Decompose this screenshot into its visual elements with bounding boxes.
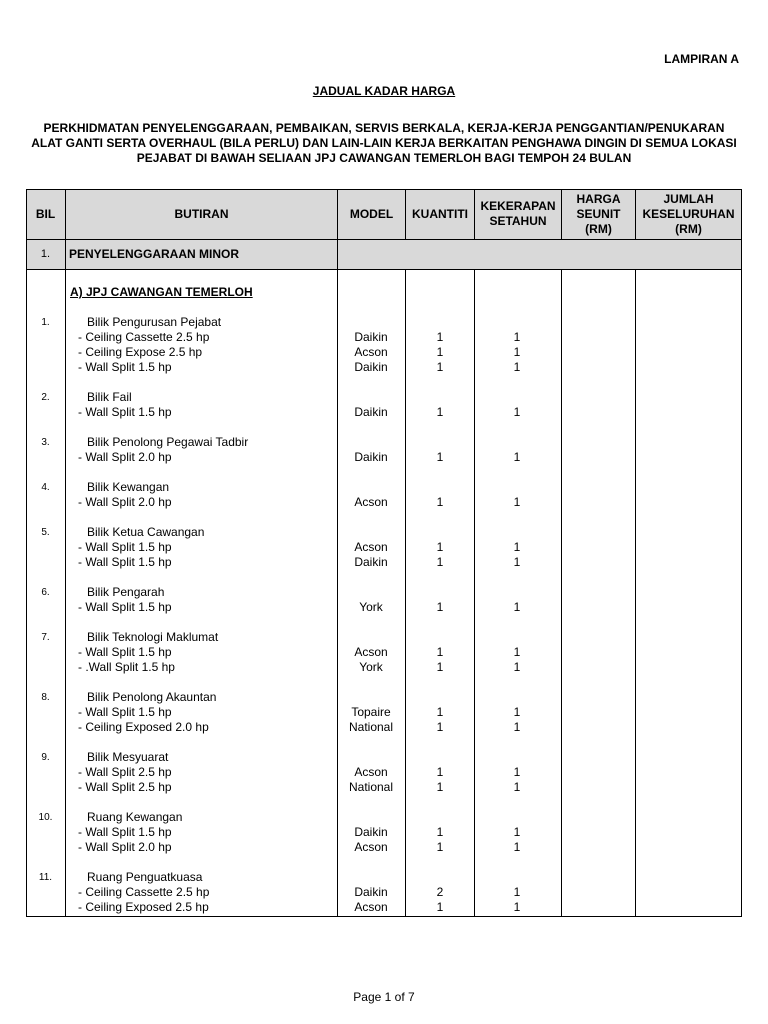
item-model: Daikin (354, 555, 388, 569)
room-number: 10. (38, 812, 53, 823)
item-quantity: 1 (436, 825, 444, 839)
column-header-model: MODEL (349, 206, 394, 221)
header-text-line: (RM) (675, 221, 702, 236)
room-name: Bilik Mesyuarat (87, 750, 169, 764)
room-heading-row (26, 390, 742, 405)
table-row (26, 600, 742, 615)
item-model: Daikin (354, 360, 388, 374)
table-row (26, 330, 742, 345)
header-text-line: SETAHUN (489, 214, 547, 228)
room-heading-row (26, 810, 742, 825)
table-row (26, 360, 742, 375)
item-model: Acson (354, 345, 388, 359)
table-row (26, 900, 742, 915)
item-description: - Ceiling Cassette 2.5 hp (78, 885, 210, 899)
item-frequency: 1 (513, 495, 521, 509)
item-model: York (359, 600, 383, 614)
table-row (26, 555, 742, 570)
item-frequency: 1 (513, 720, 521, 734)
table-row (26, 780, 742, 795)
item-description: - Wall Split 2.0 hp (78, 495, 172, 509)
column-header-bil: BIL (35, 206, 56, 221)
room-heading-row (26, 870, 742, 885)
room-number: 6. (41, 587, 50, 598)
item-model: Acson (354, 645, 388, 659)
room-number: 9. (41, 752, 50, 763)
item-frequency: 1 (513, 765, 521, 779)
document-subtitle (20, 121, 748, 166)
item-model: York (359, 660, 383, 674)
item-description: - Wall Split 2.0 hp (78, 450, 172, 464)
item-frequency: 1 (513, 600, 521, 614)
item-frequency: 1 (513, 660, 521, 674)
item-description: - Wall Split 1.5 hp (78, 825, 172, 839)
item-quantity: 1 (436, 765, 444, 779)
room-heading-row (26, 435, 742, 450)
item-quantity: 1 (436, 360, 444, 374)
item-quantity: 1 (436, 600, 444, 614)
header-text-line: KEKERAPAN (480, 199, 556, 213)
lampiran-label: LAMPIRAN A (664, 52, 739, 66)
room-heading-row (26, 690, 742, 705)
item-quantity: 1 (436, 840, 444, 854)
room-name: Bilik Penolong Akauntan (87, 690, 217, 704)
room-name: Bilik Fail (87, 390, 132, 404)
item-model: Topaire (351, 705, 391, 719)
item-model: Daikin (354, 450, 388, 464)
room-number: 11. (38, 872, 53, 883)
item-frequency: 1 (513, 645, 521, 659)
column-header-kekerapan (475, 189, 561, 239)
column-header-kuantiti: KUANTITI (412, 206, 468, 221)
price-schedule-table (26, 189, 742, 917)
room-number: 3. (41, 437, 50, 448)
room-heading-row (26, 525, 742, 540)
item-description: - Wall Split 1.5 hp (78, 555, 172, 569)
table-row (26, 645, 742, 660)
item-quantity: 1 (436, 345, 444, 359)
item-description: - Ceiling Cassette 2.5 hp (78, 330, 210, 344)
item-quantity: 1 (436, 705, 444, 719)
item-frequency: 1 (513, 780, 521, 794)
item-frequency: 1 (513, 705, 521, 719)
table-row (26, 825, 742, 840)
item-model: Acson (354, 840, 388, 854)
item-quantity: 1 (436, 780, 444, 794)
item-description: - Ceiling Exposed 2.0 hp (78, 720, 209, 734)
item-quantity: 1 (436, 645, 444, 659)
item-model: National (348, 720, 394, 734)
room-heading-row (26, 750, 742, 765)
room-number: 8. (41, 692, 50, 703)
item-quantity: 1 (436, 555, 444, 569)
page-number: Page 1 of 7 (353, 990, 415, 1004)
item-frequency: 1 (513, 840, 521, 854)
room-name: Ruang Penguatkuasa (87, 870, 203, 884)
section-number: 1. (40, 248, 51, 260)
item-quantity: 2 (436, 885, 444, 899)
item-description: - Wall Split 1.5 hp (78, 600, 172, 614)
item-description: - Wall Split 2.0 hp (78, 840, 172, 854)
item-model: Daikin (354, 330, 388, 344)
room-heading-row (26, 480, 742, 495)
subsection-heading: A) JPJ CAWANGAN TEMERLOH (70, 285, 253, 299)
item-frequency: 1 (513, 885, 521, 899)
item-description: - Wall Split 1.5 hp (78, 645, 172, 659)
table-row (26, 885, 742, 900)
item-description: - Ceiling Expose 2.5 hp (78, 345, 203, 359)
item-quantity: 1 (436, 405, 444, 419)
column-header-jumlah (636, 189, 741, 239)
document-title: JADUAL KADAR HARGA (312, 84, 456, 98)
header-text-line: SEUNIT (576, 206, 621, 221)
room-name: Bilik Penolong Pegawai Tadbir (87, 435, 249, 449)
table-row (26, 840, 742, 855)
item-model: Daikin (354, 825, 388, 839)
room-heading-row (26, 315, 742, 330)
room-number: 7. (41, 632, 50, 643)
subtitle-line: PERKHIDMATAN PENYELENGGARAAN, PEMBAIKAN, SERVIS BERKALA, KERJA-KERJA PENGGANTIAN/PENUKARAN (43, 121, 725, 135)
item-frequency: 1 (513, 405, 521, 419)
item-frequency: 1 (513, 540, 521, 554)
item-description: - Wall Split 1.5 hp (78, 360, 172, 374)
item-frequency: 1 (513, 825, 521, 839)
item-frequency: 1 (513, 330, 521, 344)
item-quantity: 1 (436, 495, 444, 509)
item-quantity: 1 (436, 450, 444, 464)
header-text-line: (RM) (585, 221, 612, 236)
item-quantity: 1 (436, 540, 444, 554)
room-name: Bilik Teknologi Maklumat (87, 630, 219, 644)
item-model: Daikin (354, 885, 388, 899)
header-text-line: HARGA (576, 191, 621, 206)
table-row (26, 450, 742, 465)
item-frequency: 1 (513, 900, 521, 914)
item-description: - Wall Split 2.5 hp (78, 780, 172, 794)
item-model: Daikin (354, 405, 388, 419)
room-name: Bilik Kewangan (87, 480, 170, 494)
table-row (26, 495, 742, 510)
table-row (26, 720, 742, 735)
item-description: - .Wall Split 1.5 hp (78, 660, 175, 674)
item-frequency: 1 (513, 360, 521, 374)
subtitle-line: PEJABAT DI BAWAH SELIAAN JPJ CAWANGAN TEMERLOH BAGI TEMPOH 24 BULAN (136, 151, 632, 165)
item-description: - Wall Split 1.5 hp (78, 705, 172, 719)
column-header-butiran: BUTIRAN (174, 206, 229, 221)
item-model: Acson (354, 540, 388, 554)
header-text-line: KESELURUHAN (642, 206, 735, 221)
room-name: Ruang Kewangan (87, 810, 183, 824)
item-model: Acson (354, 900, 388, 914)
item-frequency: 1 (513, 555, 521, 569)
item-description: - Wall Split 2.5 hp (78, 765, 172, 779)
item-quantity: 1 (436, 900, 444, 914)
table-row (26, 540, 742, 555)
room-name: Bilik Ketua Cawangan (87, 525, 205, 539)
table-row (26, 765, 742, 780)
room-number: 5. (41, 527, 50, 538)
item-description: - Wall Split 1.5 hp (78, 405, 172, 419)
subtitle-line: ALAT GANTI SERTA OVERHAUL (BILA PERLU) DAN LAIN-LAIN KERJA BERKAITAN PENGHAWA DINGIN DI SEMUA LOKASI (31, 136, 737, 150)
item-model: National (348, 780, 394, 794)
item-description: - Wall Split 1.5 hp (78, 540, 172, 554)
room-heading-row (26, 585, 742, 600)
room-name: Bilik Pengarah (87, 585, 165, 599)
item-model: Acson (354, 765, 388, 779)
item-quantity: 1 (436, 660, 444, 674)
room-heading-row (26, 630, 742, 645)
item-quantity: 1 (436, 720, 444, 734)
room-number: 1. (41, 317, 50, 328)
section-title: PENYELENGGARAAN MINOR (69, 247, 240, 261)
item-description: - Ceiling Exposed 2.5 hp (78, 900, 209, 914)
table-row (26, 345, 742, 360)
table-row (26, 705, 742, 720)
room-name: Bilik Pengurusan Pejabat (87, 315, 222, 329)
item-quantity: 1 (436, 330, 444, 344)
table-row (26, 405, 742, 420)
column-header-harga (562, 189, 635, 239)
item-frequency: 1 (513, 345, 521, 359)
room-number: 4. (41, 482, 50, 493)
item-model: Acson (354, 495, 388, 509)
header-text-line: JUMLAH (663, 191, 714, 206)
room-number: 2. (41, 392, 50, 403)
item-frequency: 1 (513, 450, 521, 464)
table-row (26, 660, 742, 675)
